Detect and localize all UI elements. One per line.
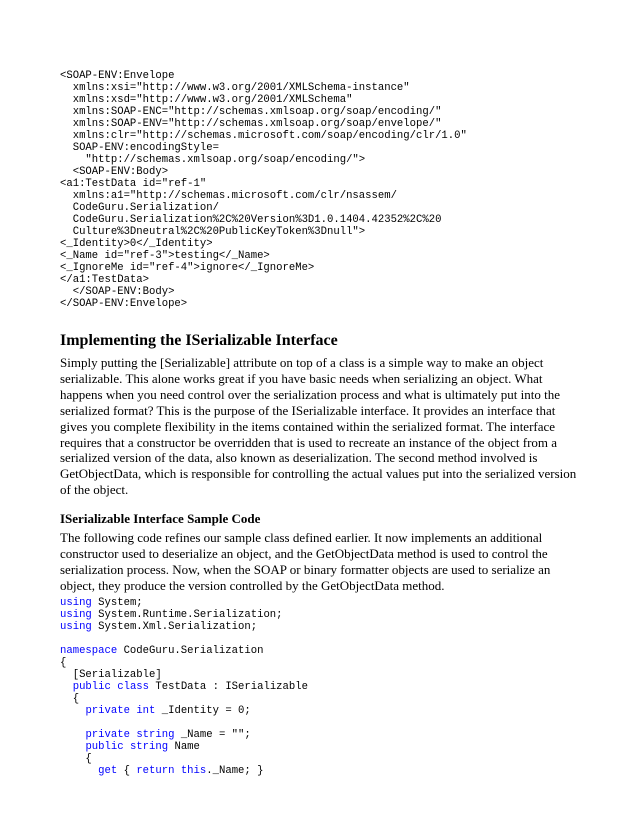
csharp-code-line [60,693,580,705]
soap-code-line: </SOAP-ENV:Envelope> [60,298,188,310]
soap-code-line: Culture%3Dneutral%2C%20PublicKeyToken%3Dnull"> [60,226,366,238]
csharp-code-line [60,765,580,777]
soap-code-line: </a1:TestData> [60,274,150,286]
code-keyword: using [60,620,92,633]
code-keyword: private [85,728,130,741]
csharp-code-line [60,609,580,621]
code-keyword: private [85,704,130,717]
code-text: System.Xml.Serialization; [91,620,258,633]
soap-code-line: CodeGuru.Serialization/ [60,202,219,214]
code-text: { [117,764,137,777]
soap-code-line: xmlns:SOAP-ENV="http://schemas.xmlsoap.org/soap/envelope/" [60,118,442,130]
csharp-code-line [60,621,580,633]
csharp-code-line [60,597,580,609]
csharp-code-line [60,657,580,669]
code-text [60,729,85,741]
code-text [60,765,98,777]
soap-code-line: <SOAP-ENV:Envelope [60,70,175,82]
csharp-code-block [60,597,580,777]
soap-code-line: xmlns:xsi="http://www.w3.org/2001/XMLSchema-instance" [60,82,410,94]
soap-code-line: <_Identity>0</_Identity> [60,238,213,250]
soap-code-line: "http://schemas.xmlsoap.org/soap/encoding/"> [60,154,366,166]
soap-code-line: CodeGuru.Serialization%2C%20Version%3D1.0.1404.42352%2C%20 [60,214,442,226]
csharp-code-line [60,753,580,765]
code-text: ._Name; } [206,764,264,777]
code-text [60,705,85,717]
subsection-paragraph: The following code refines our sample class defined earlier. It now implements an additional constructor used to deserialize an object, and the GetObjectData method is used to control the serialization process. Now, when the SOAP or binary formatter objects are used to serialize an object, they produce the version controlled by the GetObjectData method. [60,530,551,593]
csharp-code-line [60,741,580,753]
csharp-code-line [60,645,580,657]
code-text: { [60,752,92,765]
code-keyword: using [60,608,92,621]
code-text: System.Runtime.Serialization; [91,608,283,621]
code-text [60,681,73,693]
soap-code-line: xmlns:clr="http://schemas.microsoft.com/soap/encoding/clr/1.0" [60,130,467,142]
code-keyword: using [60,596,92,609]
code-text: CodeGuru.Serialization [117,644,264,657]
soap-code-line: xmlns:a1="http://schemas.microsoft.com/clr/nsassem/ [60,190,397,202]
section-paragraph: Simply putting the [Serializable] attribute on top of a class is a simple way to make an object serializable. This alone works great if you have basic needs when serializing an object. What happens when you need control over the serialization process and what is ultimately put into the serialized format? This is the purpose of the ISerializable interface. It provides an interface that gives you complete flexibility in the items contained within the serialized format. The interface requires that a constructor be overridden that is used to recreate an instance of the object from a serialized version of the data, also known as deserialization. The second method involved is GetObjectData, which is responsible for controlling the actual values put into the serialized version of the object. [60,355,577,498]
code-keyword: string [129,740,169,753]
soap-code-line: SOAP-ENV:encodingStyle= [60,142,219,154]
csharp-code-line [60,681,580,693]
csharp-code-line [60,717,580,729]
csharp-code-line [60,633,580,645]
soap-code-line: <a1:TestData id="ref-1" [60,178,207,190]
csharp-code-line [60,729,580,741]
code-text: [Serializable] [60,668,162,681]
subsection-heading: ISerializable Interface Sample Code [60,511,261,527]
code-text [60,741,85,753]
soap-xml-code-block [60,70,580,310]
soap-code-line: xmlns:xsd="http://www.w3.org/2001/XMLSchema" [60,94,353,106]
soap-code-line: <_IgnoreMe id="ref-4">ignore</_IgnoreMe> [60,262,315,274]
document-page [60,70,580,777]
code-text: { [60,656,67,669]
soap-code-line: </SOAP-ENV:Body> [60,286,175,298]
csharp-code-line [60,669,580,681]
soap-code-line: xmlns:SOAP-ENC="http://schemas.xmlsoap.org/soap/encoding/" [60,106,442,118]
code-text: System; [91,596,143,609]
code-text: Name [168,740,200,753]
code-keyword: return [136,764,175,777]
code-keyword: string [136,728,175,741]
csharp-code-line [60,705,580,717]
soap-code-line: <SOAP-ENV:Body> [60,166,169,178]
code-keyword: public [72,680,111,693]
section-heading: Implementing the ISerializable Interface [60,332,338,349]
code-text: _Identity = 0; [155,704,251,717]
code-keyword: class [117,680,150,693]
code-keyword: namespace [60,644,118,657]
code-text: { [60,692,80,705]
code-keyword: int [136,704,156,717]
code-text: _Name = ""; [174,728,251,741]
code-keyword: this [180,764,207,777]
soap-code-line: <_Name id="ref-3">testing</_Name> [60,250,270,262]
code-keyword: get [98,764,118,777]
code-text: TestData : ISerializable [149,680,308,693]
code-keyword: public [85,740,124,753]
